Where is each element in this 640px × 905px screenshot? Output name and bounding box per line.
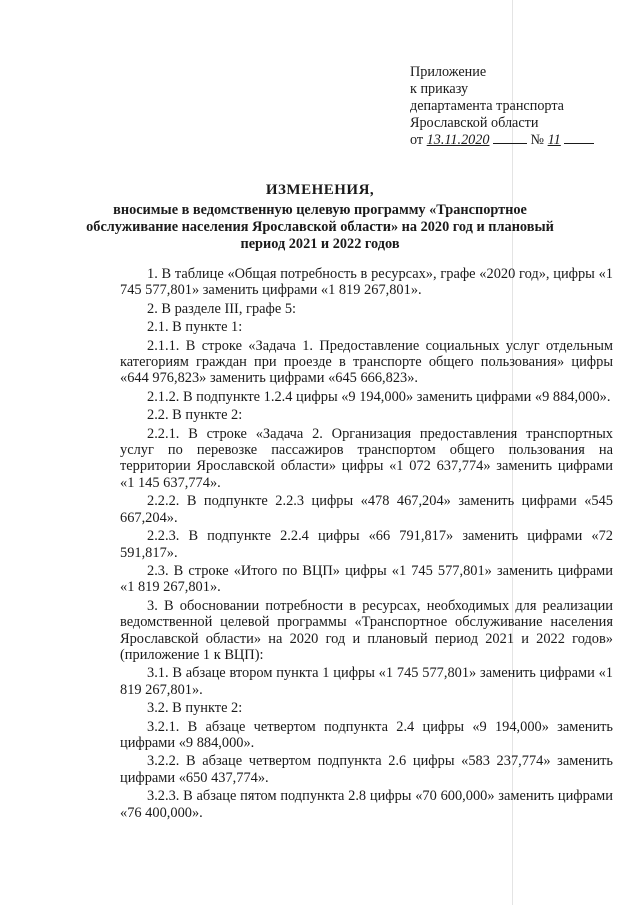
paragraph: 2.1.2. В подпункте 1.2.4 цифры «9 194,000» заменить цифрами «9 884,000».: [147, 388, 611, 405]
paragraph: 3.2.2. В абзаце четвертом подпункта 2.6 цифры «583 237,774» заменить цифрами «650 437,774».: [120, 753, 613, 786]
appendix-block: [410, 64, 594, 149]
paragraph: 2.3. В строке «Итого по ВЦП» цифры «1 745 577,801» заменить цифрами «1 819 267,801».: [120, 562, 613, 596]
subtitle-line-3: период 2021 и 2022 годов: [240, 236, 400, 252]
paragraph: 2.1.1. В строке «Задача 1. Предоставление социальных услуг отдельным категориям граждан при проезде в транспорте общего пользования» цифры «644 976,823» заменить цифрами «645 666,823».: [120, 337, 613, 387]
paragraph: 3.2. В пункте 2:: [147, 700, 243, 717]
paragraph: 3.1. В абзаце втором пункта 1 цифры «1 745 577,801» заменить цифрами «1 819 267,801».: [120, 665, 613, 698]
document-body: [120, 266, 613, 823]
paragraph: 3. В обосновании потребности в ресурсах, необходимых для реализации ведомственной целевой программы «Транспортное обслуживание населения Ярославской области» на 2020 год и плановый период 2021 и 2022 годов» (приложение 1 к ВЦП):: [120, 597, 613, 663]
paragraph: 3.2.3. В абзаце пятом подпункта 2.8 цифры «70 600,000» заменить цифрами «76 400,000».: [120, 788, 613, 821]
paragraph: 2.2. В пункте 2:: [147, 407, 243, 424]
subtitle-line-2: обслуживание населения Ярославской области» на 2020 год и плановый: [86, 219, 554, 235]
appendix-date-line: [410, 132, 594, 149]
appendix-line-4: Ярославской области: [410, 115, 539, 131]
paragraph: 3.2.1. В абзаце четвертом подпункта 2.4 цифры «9 194,000» заменить цифрами «9 884,000».: [120, 718, 613, 751]
handwritten-date: 13.11.2020: [426, 132, 490, 148]
appendix-line-2: к приказу: [410, 81, 469, 97]
appendix-line-1: Приложение: [410, 64, 487, 80]
paragraph: 2.2.1. В строке «Задача 2. Организация предоставления транспортных услуг по перевозке пассажиров транспортом общего пользования на территории Ярославской области» цифры «1 072 637,774» заменить цифрами «1 145 637,774».: [120, 425, 613, 491]
paragraph: 2.2.3. В подпункте 2.2.4 цифры «66 791,817» заменить цифрами «72 591,817».: [120, 528, 613, 561]
paragraph: 1. В таблице «Общая потребность в ресурсах», графе «2020 год», цифры «1 745 577,801» заменить цифрами «1 819 267,801».: [120, 266, 613, 299]
date-prefix: от: [410, 132, 424, 148]
document-title: ИЗМЕНЕНИЯ,: [265, 182, 375, 198]
appendix-line-3: департамента транспорта: [410, 98, 564, 114]
document-subtitle: [0, 202, 640, 253]
paragraph: 2.1. В пункте 1:: [147, 319, 243, 336]
number-prefix: №: [530, 132, 545, 148]
subtitle-line-1: вносимые в ведомственную целевую программу «Транспортное: [113, 202, 527, 218]
paragraph: 2.2.2. В подпункте 2.2.3 цифры «478 467,204» заменить цифрами «545 667,204».: [120, 493, 613, 526]
paragraph: 2. В разделе III, графе 5:: [147, 300, 297, 317]
handwritten-number: 11: [547, 132, 561, 148]
